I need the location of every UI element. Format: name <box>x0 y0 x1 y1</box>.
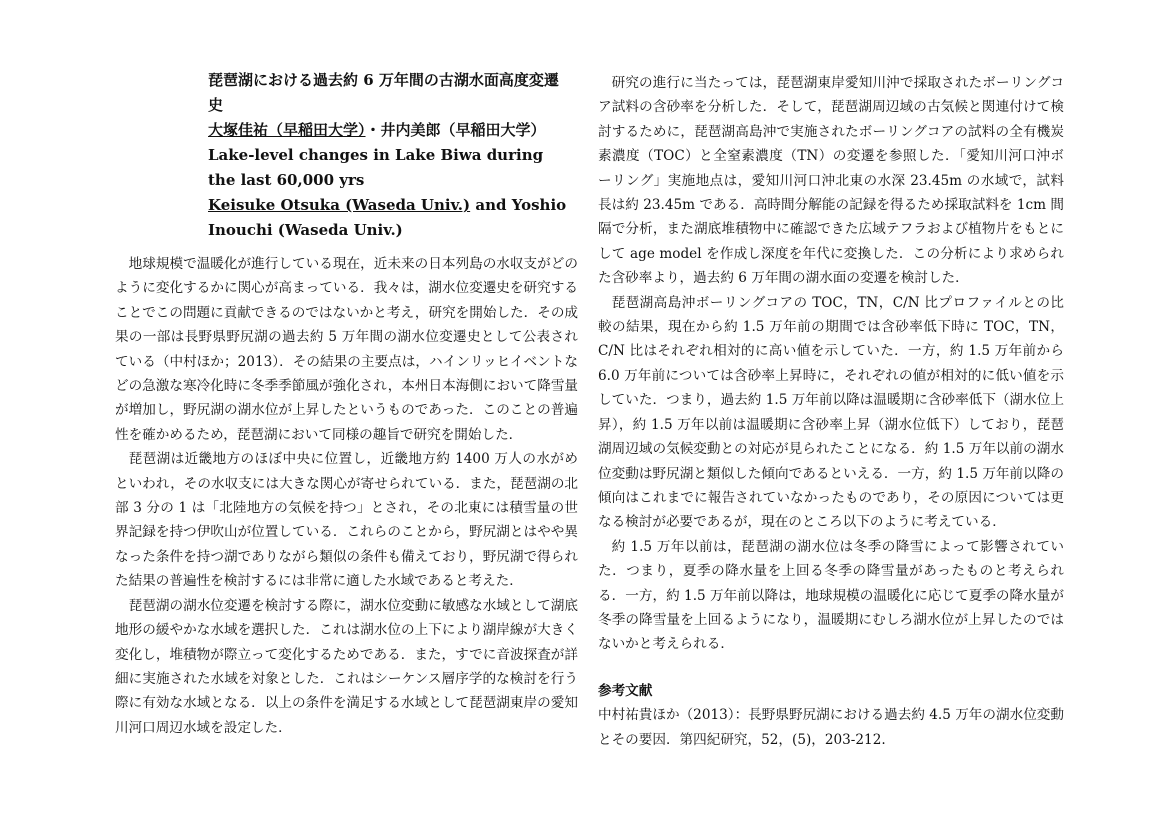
paper-title-en: Lake-level changes in Lake Biwa during the last 60,000 yrs <box>208 146 544 189</box>
body-paragraph: 地球規模で温暖化が進行している現在，近未来の日本列島の水収支がどのように変化するかに関心が高まっている．我々は，湖水位変遷史を研究することでこの問題に貢献できるのではないかと考え，研究を開始した．その成果の一部は長野県野尻湖の過去約 5 万年間の湖水位変遷史として公表されている（中村ほか；2013）．その結果の主要点は，ハインリッヒイベントなどの急激な寒冷化時に冬季季節風が強化され，本州日本海側において降雪量が増加し，野尻湖の湖水位が上昇したというものであった．このことの普遍性を確かめるため，琵琶湖において同様の趣旨で研究を開始した． <box>115 256 579 443</box>
references-heading: 参考文献 <box>598 682 653 699</box>
authors-en <box>208 193 573 243</box>
right-column <box>598 71 1064 752</box>
title-block <box>208 68 573 243</box>
body-paragraph: 約 1.5 万年以前は，琵琶湖の湖水位は冬季の降雪によって影響されていた．つまり，夏季の降水量を上回る冬季の降雪量があったものと考えられる．一方，約 1.5 万年前以降は，地球規模の温暖化に応じて夏季の降水量が冬季の降雪量を上回るようになり，温暖期にむしろ湖水位が上昇したのではないかと考えられる． <box>598 538 1064 653</box>
body-paragraph: 琵琶湖の湖水位変遷を検討する際に，湖水位変動に敏感な水域として湖底地形の緩やかな水域を選択した．これは湖水位の上下により湖岸線が大きく変化し，堆積物が際立って変化するためである．また，すでに音波探査が詳細に実施された水域を対象とした．これはシーケンス層序学的な検討を行う際に有効な水域となる．以上の条件を満足する水域として琵琶湖東岸の愛知川河口周辺水域を設定した． <box>115 597 578 736</box>
body-paragraph: 琵琶湖は近畿地方のほぼ中央に位置し，近畿地方約 1400 万人の水がめといわれ，その水収支には大きな関心が寄せられている．また，琵琶湖の北部 3 分の 1 は「北陸地方の気候を持つ」とされ，その北東には積雪量の世界記録を持つ伊吹山が位置している．これらのことから，野尻湖とはやや異なった条件を持つ湖でありながら類似の条件も備えており，野尻湖で得られた結果の普遍性を検討するには非常に適した水域であると考えた． <box>115 451 579 590</box>
first-author-en: Keisuke Otsuka (Waseda Univ.) <box>208 196 471 214</box>
first-author-ja: 大塚佳祐（早稲田大学） <box>208 121 366 139</box>
reference-item: 中村祐貴ほか（2013）：長野県野尻湖における過去約 4.5 万年の湖水位変動とその要因．第四紀研究，52，(5)，203-212. <box>598 707 1064 748</box>
body-paragraph: 琵琶湖高島沖ボーリングコアの TOC，TN，C/N 比プロファイルとの比較の結果，現在から約 1.5 万年前の期間では含砂率低下時に TOC，TN，C/N 比はそれぞれ相対的に高い値を示していた．一方，約 1.5 万年前から 6.0 万年前については含砂率上昇時に，それぞれの値が相対的に低い値を示していた．つまり，過去約 1.5 万年前以降は温暖期に含砂率低下（湖水位上昇），約 1.5 万年以前は温暖期に含砂率上昇（湖水位低下）しており，琵琶湖周辺域の気候変動との対応が見られたことになる．約 1.5 万年以前の湖水位変動は野尻湖と類似した傾向であるといえる．一方，約 1.5 万年前以降の傾向はこれまでに報告されていなかったものであり，その原因については更なる検討が必要であるが，現在のところ以下のように考えている． <box>598 294 1064 531</box>
references-section <box>598 679 1064 752</box>
co-author-ja: ・井内美郎（早稲田大学） <box>365 121 546 139</box>
left-column <box>115 252 578 740</box>
body-paragraph: 研究の進行に当たっては，琵琶湖東岸愛知川沖で採取されたボーリングコア試料の含砂率を分析した．そして，琵琶湖周辺域の古気候と関連付けて検討するために，琵琶湖高島沖で実施されたボーリングコアの試料の全有機炭素濃度（TOC）と全窒素濃度（TN）の変遷を参照した．「愛知川河口沖ボーリング」実施地点は，愛知川河口沖北東の水深 23.45m の水域で，試料長は約 23.45m である．高時間分解能の記録を得るため採取試料を 1cm 間隔で分析，また湖底堆積物中に確認できた広域テフラおよび植物片をもとにして age model を作成し深度を年代に変換した．この分析により求められた含砂率より，過去約 6 万年間の湖水面の変遷を検討した． <box>598 75 1064 287</box>
authors-ja <box>208 118 573 143</box>
co-author-en: and Yoshio Inouchi (Waseda Univ.) <box>208 196 567 239</box>
paper-title-ja: 琵琶湖における過去約 6 万年間の古湖水面高度変遷史 <box>208 71 559 114</box>
